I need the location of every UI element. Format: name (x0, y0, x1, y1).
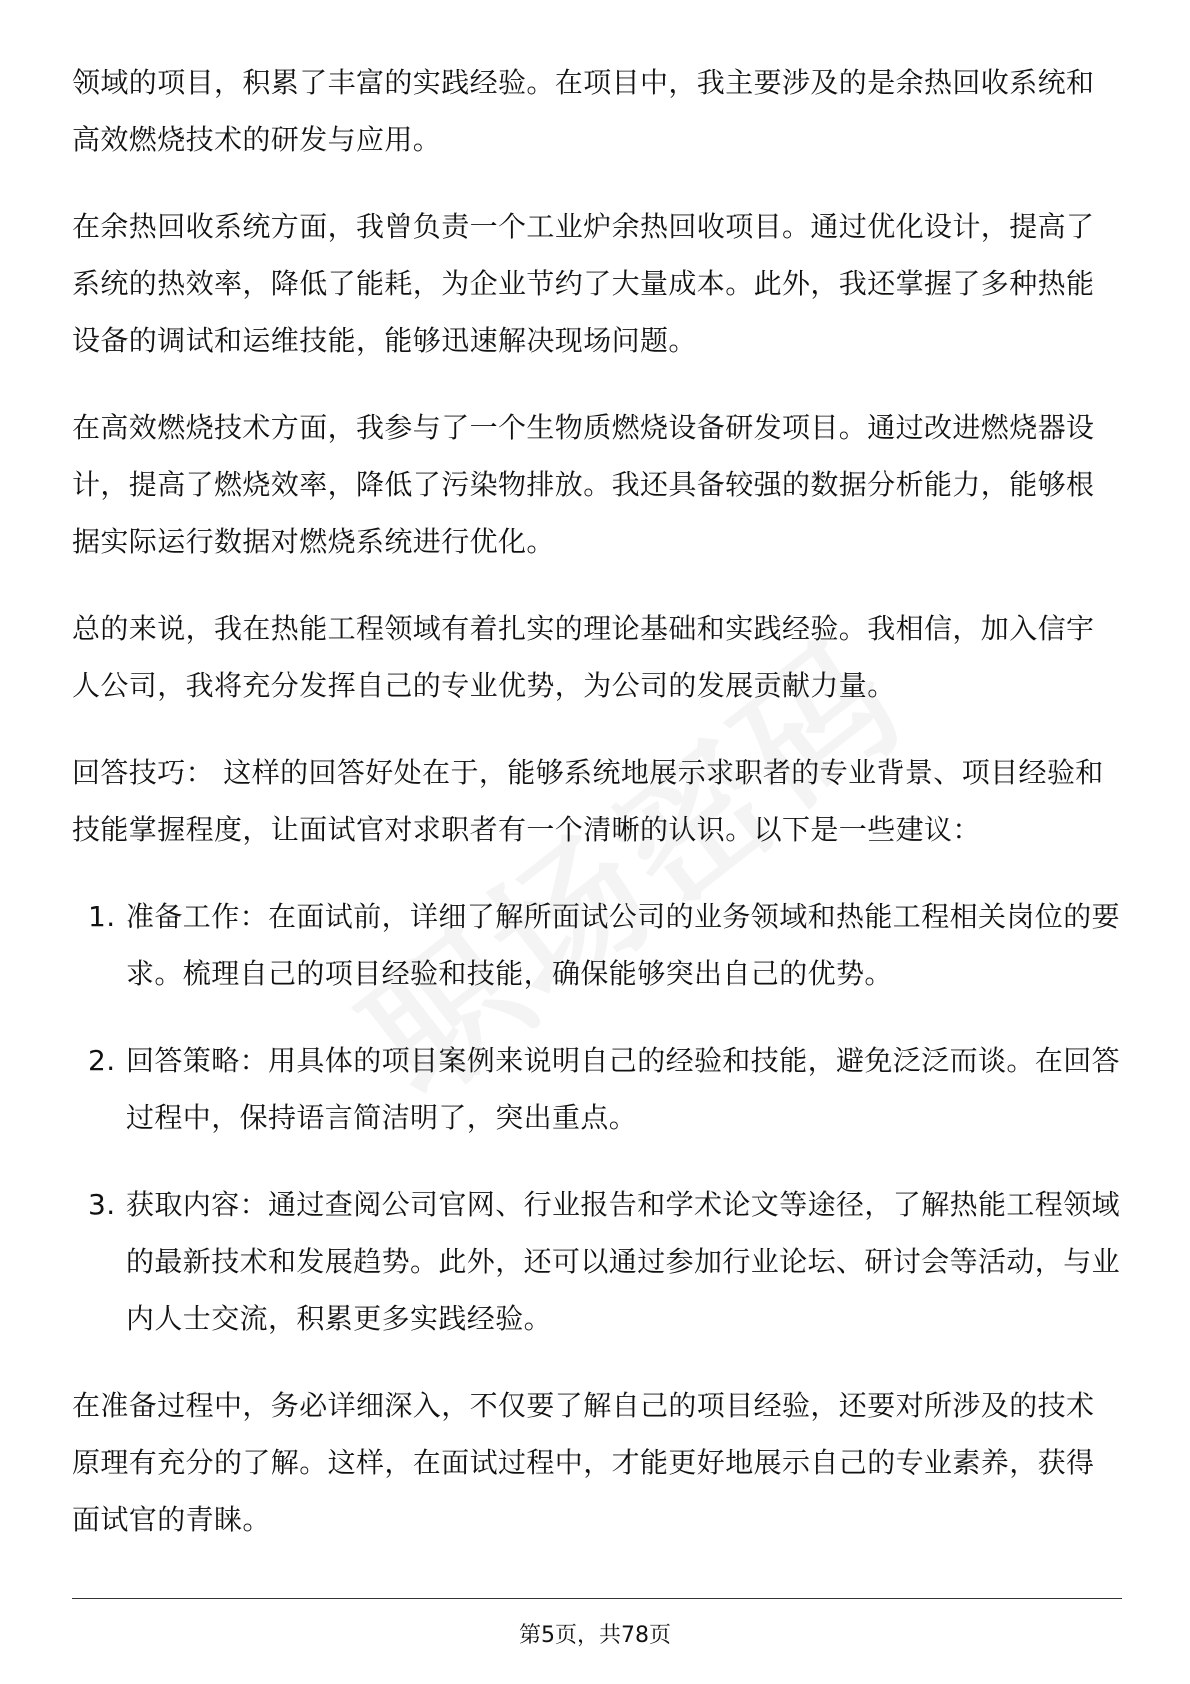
answer-tips-paragraph: 回答技巧： 这样的回答好处在于，能够系统地展示求职者的专业背景、项目经验和技能掌握程度，让面试官对求职者有一个清晰的认识。以下是一些建议： (72, 756, 1104, 846)
list-item (72, 1032, 1122, 1146)
footer-divider (72, 1598, 1122, 1599)
list-item (72, 888, 1122, 1002)
document-body (72, 54, 1122, 1578)
paragraph: 在高效燃烧技术方面，我参与了一个生物质燃烧设备研发项目。通过改进燃烧器设计，提高了燃烧效率，降低了污染物排放。我还具备较强的数据分析能力，能够根据实际运行数据对燃烧系统进行优化。 (72, 411, 1095, 558)
list-number: 2. (88, 1044, 116, 1077)
list-item (72, 1176, 1122, 1347)
paragraph: 总的来说，我在热能工程领域有着扎实的理论基础和实践经验。我相信，加入信宇人公司，我将充分发挥自己的专业优势，为公司的发展贡献力量。 (72, 612, 1095, 702)
paragraph: 在准备过程中，务必详细深入，不仅要了解自己的项目经验，还要对所涉及的技术原理有充分的了解。这样，在面试过程中，才能更好地展示自己的专业素养，获得面试官的青睐。 (72, 1389, 1095, 1536)
paragraph: 领域的项目，积累了丰富的实践经验。在项目中，我主要涉及的是余热回收系统和高效燃烧技术的研发与应用。 (72, 66, 1095, 156)
tips-list (72, 888, 1122, 1347)
list-item-text: 回答策略：用具体的项目案例来说明自己的经验和技能，避免泛泛而谈。在回答过程中，保持语言简洁明了，突出重点。 (126, 1044, 1121, 1134)
list-number: 1. (88, 900, 116, 933)
list-number: 3. (88, 1188, 116, 1221)
list-item-text: 准备工作：在面试前，详细了解所面试公司的业务领域和热能工程相关岗位的要求。梳理自己的项目经验和技能，确保能够突出自己的优势。 (126, 900, 1121, 990)
page-indicator: 第5页，共78页 (519, 1623, 671, 1648)
list-item-text: 获取内容：通过查阅公司官网、行业报告和学术论文等途径，了解热能工程领域的最新技术和发展趋势。此外，还可以通过参加行业论坛、研讨会等活动，与业内人士交流，积累更多实践经验。 (126, 1188, 1121, 1335)
paragraph: 在余热回收系统方面，我曾负责一个工业炉余热回收项目。通过优化设计，提高了系统的热效率，降低了能耗，为企业节约了大量成本。此外，我还掌握了多种热能设备的调试和运维技能，能够迅速解决现场问题。 (72, 210, 1095, 357)
